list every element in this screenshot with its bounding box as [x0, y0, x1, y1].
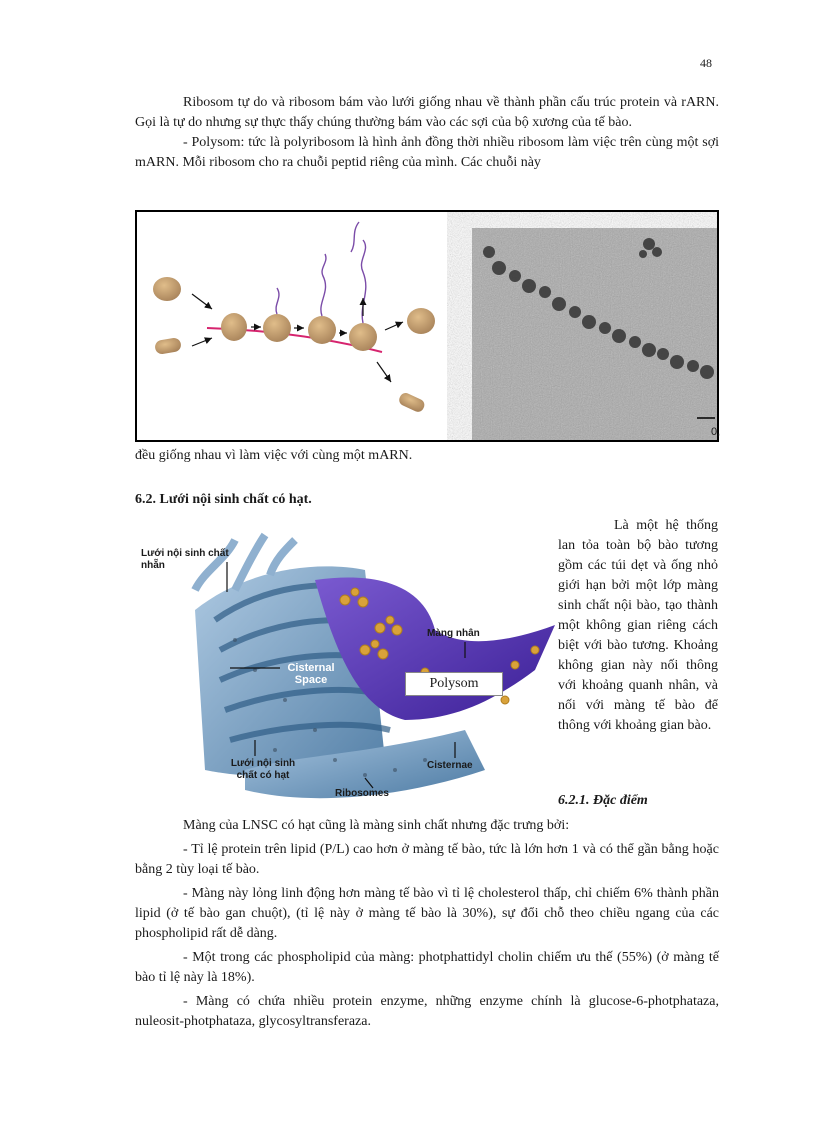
- scale-bar-label: 0,: [711, 426, 721, 438]
- body-text: [135, 816, 719, 1032]
- subheading: 6.2.1. Đặc điểm: [558, 793, 648, 808]
- body-paragraph: - Màng có chứa nhiều protein enzyme, những enzyme chính là glucose-6-photphataza, nuleosit-photphataza, glycosyltransferaza.: [135, 994, 719, 1029]
- page-number: 48: [700, 56, 712, 70]
- section-heading: 6.2. Lưới nội sinh chất có hạt.: [135, 492, 312, 507]
- polysome-figure: [135, 210, 719, 442]
- intro-text: [135, 93, 719, 173]
- rough-er-figure: [135, 530, 555, 805]
- label-nuclear-membrane: Màng nhân: [427, 628, 480, 639]
- right-column-text: Là một hệ thống lan tỏa toàn bộ bào tương gồm các túi dẹt và ống nhỏ giới hạn bởi một lớp màng sinh chất nội bào, tạo thành một không gian riêng cách biệt với bào tương. Khoảng không gian này nối thông với khoảng quanh nhân, và nối với màng tế bào để thông với khoảng gian bào.: [558, 518, 718, 733]
- label-rough-er: Lưới nội sinh chất có hạt: [230, 758, 296, 781]
- label-cisternae: Cisternae: [427, 760, 473, 771]
- label-cisternal-space: Cisternal Space: [287, 662, 335, 686]
- polysome-diagram: [137, 212, 717, 440]
- body-paragraph: - Một trong các phospholipid của màng: photphattidyl cholin chiếm ưu thế (55%) (ở màng tế bào tỉ lệ này là 18%).: [135, 950, 719, 985]
- paragraph-mrna: đều giống nhau vì làm việc với cùng một mARN.: [135, 448, 413, 463]
- body-paragraph: - Màng này lỏng linh động hơn màng tế bào vì tỉ lệ cholesterol thấp, chỉ chiếm 6% thành phần lipid (ở tế bào gan chuột), (tỉ lệ này ở màng tế bào là 30%), sự đổi chỗ theo chiều ngang của các phospholipid rất dễ dàng.: [135, 886, 719, 941]
- label-polysom: Polysom: [405, 672, 503, 696]
- label-smooth-er: Lưới nội sinh chất nhẵn: [141, 548, 229, 571]
- ribosome-cycle: [153, 222, 435, 414]
- body-paragraph: Màng của LNSC có hạt cũng là màng sinh chất nhưng đặc trưng bởi:: [183, 818, 570, 833]
- paragraph-polysom: - Polysom: tức là polyribosom là hình ảnh đồng thời nhiều ribosom làm việc trên cùng một sợi mARN. Mỗi ribosom cho ra chuỗi peptid riêng của mình. Các chuỗi này: [135, 135, 719, 170]
- paragraph-ribosome: Ribosom tự do và ribosom bám vào lưới giống nhau về thành phần cấu trúc protein và rARN. Gọi là tự do nhưng sự thực thấy chúng thường bám vào các sợi của bộ xương của tế bào.: [135, 95, 719, 130]
- body-paragraph: - Tỉ lệ protein trên lipid (P/L) cao hơn ở màng tế bào, tức là lớn hơn 1 và có thể gần bằng hoặc bằng 2 tùy loại tế bào.: [135, 842, 719, 877]
- electron-micrograph: [472, 228, 717, 440]
- label-ribosomes: Ribosomes: [335, 788, 389, 799]
